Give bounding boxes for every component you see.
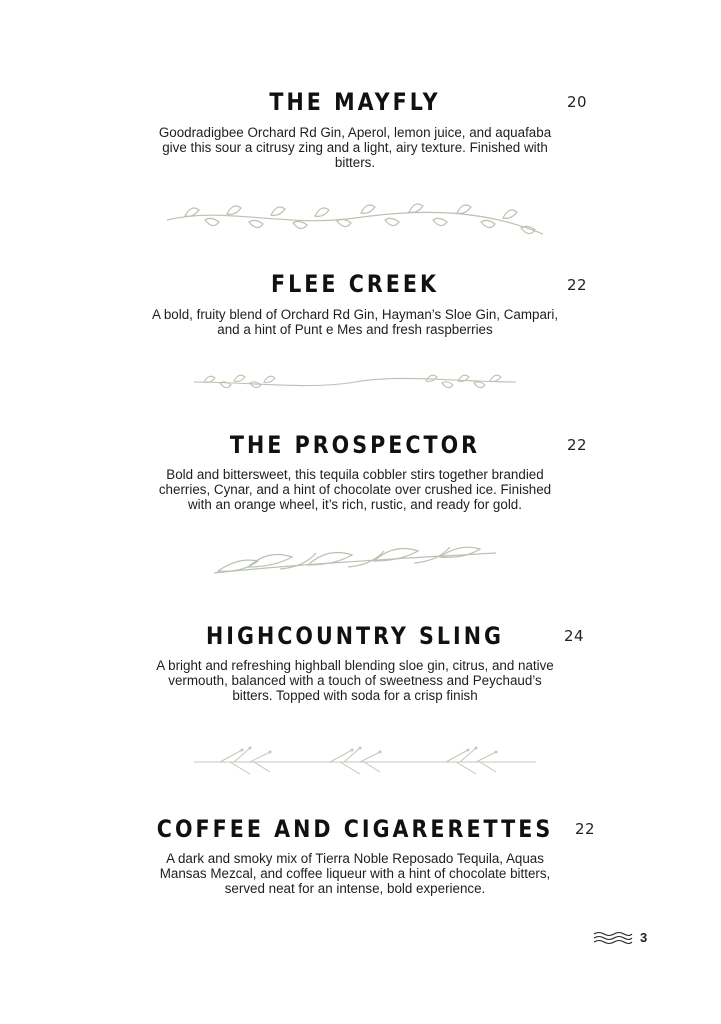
twig-divider-icon (190, 742, 540, 782)
item-description: Goodradigbee Orchard Rd Gin, Aperol, lemon juice, and aquafaba give this sour a citrusy zing and a light, airy texture. Finished with bitters. (158, 125, 552, 170)
item-price: 24 (564, 627, 585, 645)
item-title: THE MAYFLY (269, 88, 441, 116)
item-description: A bright and refreshing highball blending sloe gin, citrus, and native vermouth, balanced with a touch of sweetness and Peychaud’s bitters. Topped with soda for a crisp finish (156, 658, 554, 703)
item-description: Bold and bittersweet, this tequila cobbler stirs together brandied cherries, Cynar, and a hint of chocolate over crushed ice. Finished with an orange wheel, it’s rich, rustic, and ready for gold. (158, 467, 552, 512)
item-description: A bold, fruity blend of Orchard Rd Gin, Hayman’s Sloe Gin, Campari, and a hint of Punt e Mes and fresh raspberries (151, 307, 559, 337)
item-title: THE PROSPECTOR (229, 431, 481, 459)
item-price: 22 (575, 820, 596, 838)
waves-icon (592, 930, 634, 946)
twin-branch-divider-icon (190, 364, 520, 400)
page-number: 3 (640, 930, 648, 945)
item-title: COFFEE AND CIGARERETTES (156, 815, 554, 843)
item-description: A dark and smoky mix of Tierra Noble Reposado Tequila, Aquas Mansas Mezcal, and coffee liqueur with a hint of chocolate bitters, served neat for an intense, bold experience. (159, 851, 551, 896)
item-price: 22 (567, 276, 588, 294)
leafy-vine-divider-icon (165, 198, 545, 242)
item-price: 22 (567, 436, 588, 454)
item-title: FLEE CREEK (271, 270, 439, 298)
fern-divider-icon (208, 543, 502, 583)
item-title: HIGHCOUNTRY SLING (206, 622, 504, 650)
item-price: 20 (567, 93, 588, 111)
